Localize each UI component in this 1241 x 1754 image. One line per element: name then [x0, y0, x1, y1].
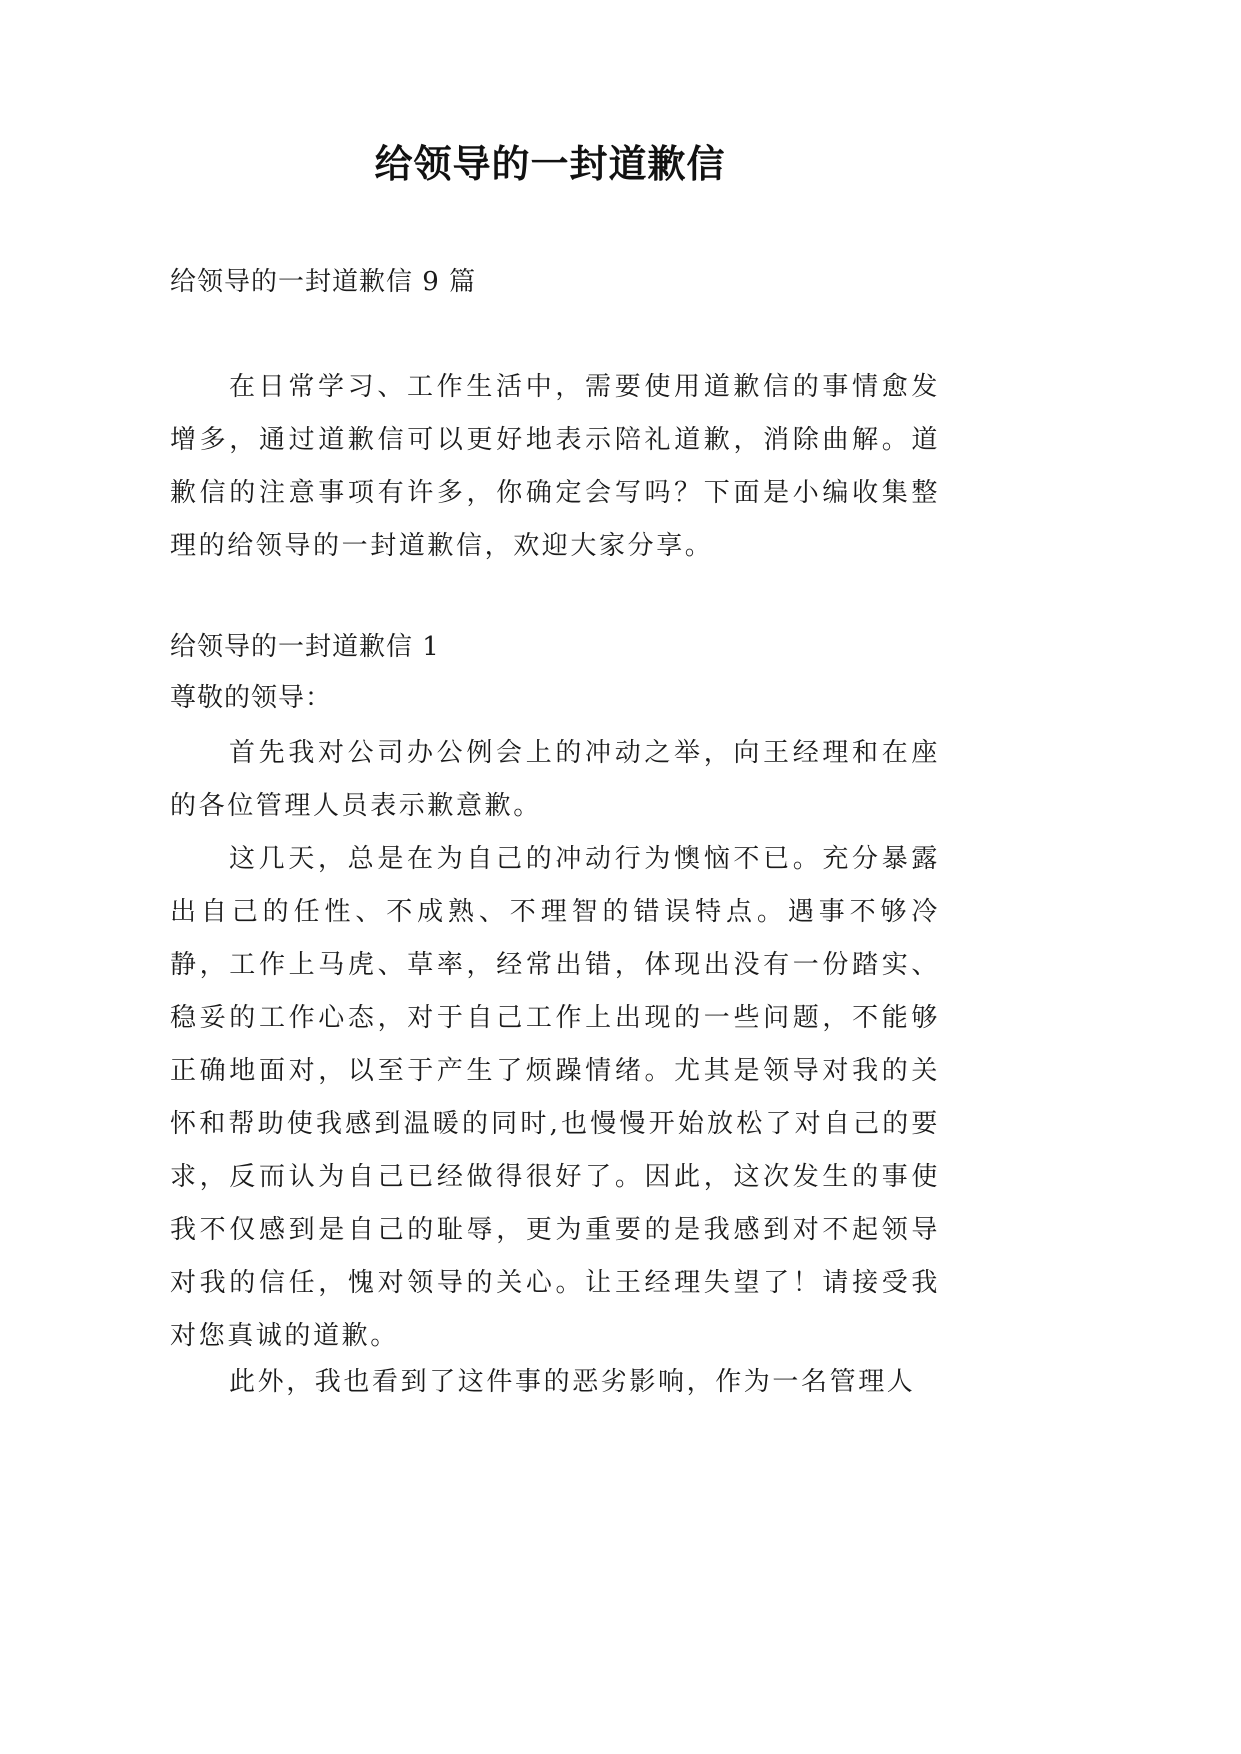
document-subtitle: 给领导的一封道歉信 9 篇: [170, 267, 477, 297]
body-paragraph: 此外，我也看到了这件事的恶劣影响，作为一名管理人: [229, 1367, 916, 1397]
salutation: 尊敬的领导：: [170, 683, 333, 713]
document-title: 给领导的一封道歉信: [374, 141, 726, 186]
body-paragraph: 首先我对公司办公例会上的冲动之举，向王经理和在座的各位管理人员表示歉意歉。: [170, 738, 940, 821]
intro-paragraph: 在日常学习、工作生活中，需要使用道歉信的事情愈发增多，通过道歉信可以更好地表示陪礼道歉，消除曲解。道歉信的注意事项有许多，你确定会写吗？下面是小编收集整理的给领导的一封道歉信，欢迎大家分享。: [170, 372, 940, 561]
section-title: 给领导的一封道歉信 1: [170, 632, 440, 662]
body-paragraph: 这几天，总是在为自己的冲动行为懊恼不已。充分暴露出自己的任性、不成熟、不理智的错误特点。遇事不够冷静，工作上马虎、草率，经常出错，体现出没有一份踏实、稳妥的工作心态，对于自己工作上出现的一些问题，不能够正确地面对，以至于产生了烦躁情绪。尤其是领导对我的关怀和帮助使我感到温暖的同时,也慢慢开始放松了对自己的要求，反而认为自己已经做得很好了。因此，这次发生的事使我不仅感到是自己的耻辱，更为重要的是我感到对不起领导对我的信任，愧对领导的关心。让王经理失望了！请接受我对您真诚的道歉。: [170, 844, 940, 1351]
